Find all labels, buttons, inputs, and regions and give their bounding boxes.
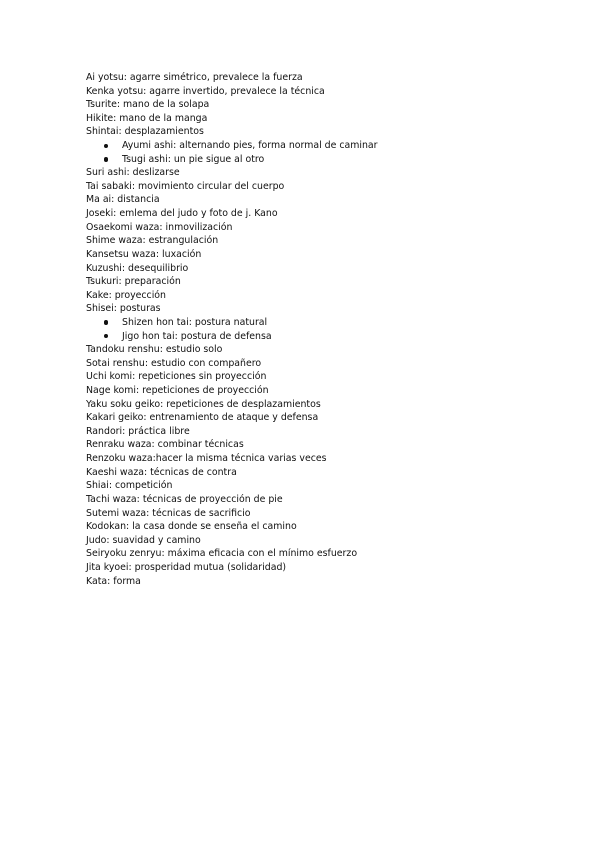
bullet-icon xyxy=(104,157,108,161)
glossary-text: Yaku soku geiko: repeticiones de desplazamientos xyxy=(86,398,321,410)
glossary-item xyxy=(86,289,378,303)
glossary-subitem xyxy=(86,139,378,153)
glossary-text: Shiai: competición xyxy=(86,480,173,492)
glossary-item xyxy=(86,547,378,561)
glossary-text: Judo: suavidad y camino xyxy=(86,534,201,546)
glossary-item xyxy=(86,438,378,452)
glossary-item xyxy=(86,507,378,521)
glossary-text: Tsugi ashi: un pie sigue al otro xyxy=(122,153,265,165)
glossary-text: Kansetsu waza: luxación xyxy=(86,248,202,260)
glossary-text: Tachi waza: técnicas de proyección de pie xyxy=(86,493,283,505)
glossary-item xyxy=(86,275,378,289)
glossary-text: Hikite: mano de la manga xyxy=(86,112,208,124)
glossary-text: Ma ai: distancia xyxy=(86,194,160,206)
glossary-text: Kenka yotsu: agarre invertido, prevalece la técnica xyxy=(86,85,325,97)
glossary-item xyxy=(86,384,378,398)
glossary-text: Shisei: posturas xyxy=(86,303,161,315)
glossary-item xyxy=(86,207,378,221)
bullet-icon xyxy=(104,334,108,338)
glossary-text: Ayumi ashi: alternando pies, forma normal de caminar xyxy=(122,140,378,152)
glossary-item xyxy=(86,180,378,194)
glossary-item xyxy=(86,520,378,534)
glossary-item xyxy=(86,534,378,548)
glossary-item xyxy=(86,466,378,480)
glossary-text: Kakari geiko: entrenamiento de ataque y defensa xyxy=(86,412,319,424)
glossary-text: Suri ashi: deslizarse xyxy=(86,167,180,179)
glossary-text: Osaekomi waza: inmovilización xyxy=(86,221,233,233)
glossary-item xyxy=(86,452,378,466)
bullet-icon xyxy=(104,320,108,324)
glossary-text: Kuzushi: desequilibrio xyxy=(86,262,189,274)
glossary-item xyxy=(86,71,378,85)
glossary-item xyxy=(86,221,378,235)
glossary-item xyxy=(86,411,378,425)
glossary-text: Ai yotsu: agarre simétrico, prevalece la fuerza xyxy=(86,72,303,83)
glossary-subitem xyxy=(86,330,378,344)
glossary-text: Shizen hon tai: postura natural xyxy=(122,316,268,328)
glossary-item xyxy=(86,370,378,384)
glossary-item xyxy=(86,125,378,139)
glossary-item xyxy=(86,425,378,439)
glossary-text: Tsurite: mano de la solapa xyxy=(86,99,210,111)
glossary-text: Sutemi waza: técnicas de sacrificio xyxy=(86,507,251,519)
glossary-text: Renraku waza: combinar técnicas xyxy=(86,439,244,451)
glossary-item xyxy=(86,479,378,493)
glossary-item xyxy=(86,493,378,507)
glossary-text: Seiryoku zenryu: máxima eficacia con el mínimo esfuerzo xyxy=(86,548,358,560)
glossary-text: Tandoku renshu: estudio solo xyxy=(86,344,223,356)
glossary-text: Sotai renshu: estudio con compañero xyxy=(86,357,262,369)
glossary-item xyxy=(86,561,378,575)
glossary-text: Renzoku waza:hacer la misma técnica varias veces xyxy=(86,453,327,465)
glossary-item xyxy=(86,343,378,357)
glossary-text: Tsukuri: preparación xyxy=(86,276,181,288)
glossary-item xyxy=(86,357,378,371)
glossary-text: Jigo hon tai: postura de defensa xyxy=(122,330,272,342)
glossary-item xyxy=(86,112,378,126)
glossary-text: Kaeshi waza: técnicas de contra xyxy=(86,466,237,478)
glossary-item xyxy=(86,85,378,99)
glossary-text: Kake: proyección xyxy=(86,289,166,301)
glossary-item xyxy=(86,234,378,248)
glossary-text: Kata: forma xyxy=(86,575,141,587)
glossary-item xyxy=(86,248,378,262)
glossary-text: Randori: práctica libre xyxy=(86,425,190,437)
glossary-text: Jita kyoei: prosperidad mutua (solidaridad) xyxy=(86,561,287,573)
glossary-subitem xyxy=(86,153,378,167)
glossary-text: Nage komi: repeticiones de proyección xyxy=(86,385,269,397)
glossary-text: Kodokan: la casa donde se enseña el camino xyxy=(86,521,297,533)
glossary-text: Tai sabaki: movimiento circular del cuerpo xyxy=(86,180,285,192)
glossary-item xyxy=(86,302,378,316)
glossary-text: Shintai: desplazamientos xyxy=(86,126,204,138)
glossary-item xyxy=(86,575,378,589)
glossary-item xyxy=(86,98,378,112)
glossary-text: Shime waza: estrangulación xyxy=(86,235,219,247)
glossary-subitem xyxy=(86,316,378,330)
glossary-list xyxy=(86,71,378,588)
glossary-item xyxy=(86,262,378,276)
glossary-item xyxy=(86,193,378,207)
glossary-item xyxy=(86,398,378,412)
bullet-icon xyxy=(104,144,108,148)
glossary-text: Uchi komi: repeticiones sin proyección xyxy=(86,371,267,383)
glossary-text: Joseki: emlema del judo y foto de j. Kano xyxy=(86,208,278,220)
glossary-item xyxy=(86,166,378,180)
